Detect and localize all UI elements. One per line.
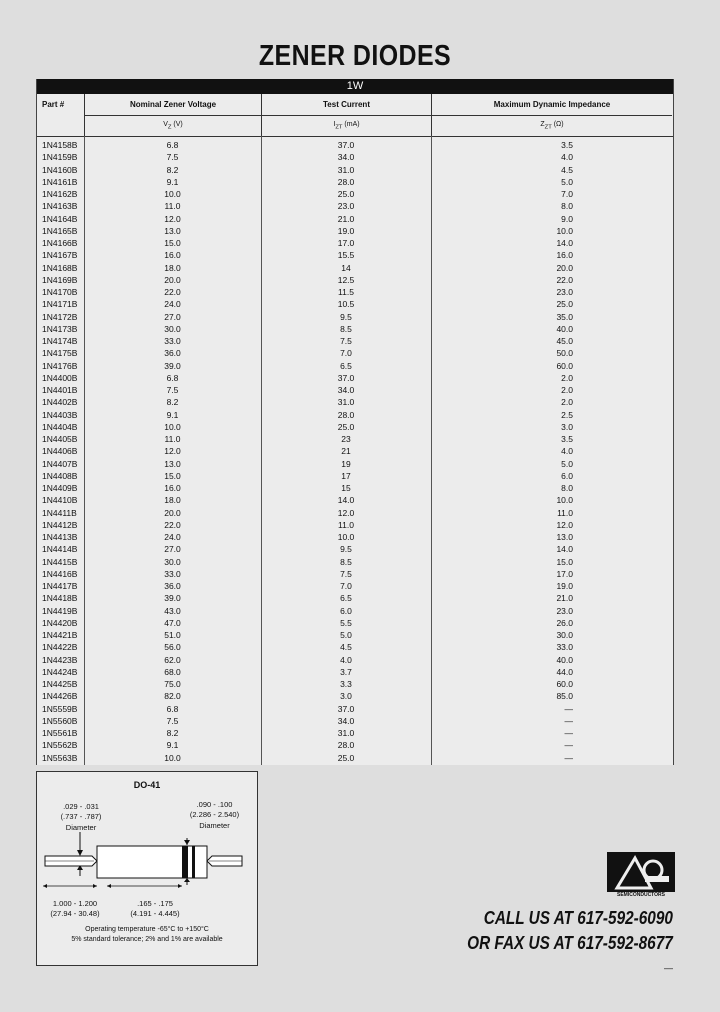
test-current: 3.0 — [340, 691, 352, 702]
part-number: 1N4418B — [42, 593, 78, 604]
call-line: CALL US AT 617-592-6090 — [483, 907, 673, 928]
part-number: 1N4169B — [42, 274, 78, 285]
part-number: 1N4426B — [42, 691, 78, 702]
power-band: 1W — [37, 79, 673, 94]
zener-voltage: 51.0 — [164, 630, 181, 640]
zener-voltage: 12.0 — [164, 446, 181, 457]
dynamic-impedance: 4.0 — [561, 152, 573, 163]
part-number: 1N4166B — [42, 238, 78, 248]
zener-voltage: 10.0 — [164, 421, 181, 432]
table-row — [37, 188, 673, 200]
zener-voltage: 47.0 — [164, 617, 181, 628]
zener-voltage: 24.0 — [164, 532, 181, 542]
test-current: 3.7 — [340, 666, 352, 677]
table-row — [37, 151, 673, 163]
dynamic-impedance: 23.0 — [556, 605, 573, 616]
zener-voltage: 8.2 — [166, 728, 179, 738]
test-current: 7.5 — [340, 336, 352, 346]
dynamic-impedance: — — [564, 715, 573, 726]
table-row — [37, 164, 673, 176]
tolerance-note: 5% standard tolerance; 2% and 1% are available — [71, 936, 223, 943]
test-current: 25.0 — [337, 421, 355, 432]
dynamic-impedance: 16.0 — [556, 250, 573, 261]
dynamic-impedance: 4.5 — [561, 164, 573, 175]
length-mm: (27.94 - 30.48) — [50, 909, 100, 918]
zener-voltage: 18.0 — [164, 262, 181, 273]
dynamic-impedance: 35.0 — [556, 311, 573, 322]
zener-voltage: 62.0 — [164, 654, 181, 665]
package-name: DO-41 — [133, 780, 161, 790]
zener-voltage: 6.8 — [166, 372, 179, 383]
test-current: 37.0 — [337, 703, 355, 714]
dynamic-impedance: 20.0 — [556, 262, 573, 273]
table-row — [37, 335, 673, 347]
table-row — [37, 139, 673, 151]
test-current: 28.0 — [337, 740, 355, 751]
part-number: 1N4173B — [42, 323, 78, 334]
part-number: 1N4167B — [42, 250, 78, 261]
test-current: 31.0 — [337, 728, 355, 738]
part-number: 1N4171B — [42, 299, 78, 310]
length-in: 1.000 - 1.200 — [52, 899, 98, 908]
table-row — [37, 347, 673, 359]
zener-voltage: 16.0 — [164, 483, 181, 493]
dynamic-impedance: 40.0 — [556, 654, 573, 665]
table-row — [37, 396, 673, 408]
zener-voltage: 30.0 — [164, 323, 181, 334]
zener-voltage: 22.0 — [164, 287, 181, 297]
table-row — [37, 225, 673, 237]
test-current: 23 — [341, 434, 351, 444]
test-current: 28.0 — [337, 176, 355, 187]
table-row — [37, 507, 673, 519]
part-number: 1N5561B — [42, 728, 78, 738]
dynamic-impedance: 2.0 — [561, 385, 573, 395]
part-number: 1N5560B — [42, 715, 78, 726]
dynamic-impedance: 3.0 — [561, 421, 573, 432]
test-current: 21.0 — [337, 213, 355, 224]
part-number: 1N4410B — [42, 495, 78, 506]
part-number: 1N4424B — [42, 666, 78, 677]
test-current: 34.0 — [337, 152, 355, 163]
zener-voltage: 9.1 — [166, 740, 179, 751]
test-current: 34.0 — [337, 385, 355, 395]
zener-voltage: 18.0 — [164, 495, 181, 506]
table-row — [37, 176, 673, 188]
zener-voltage: 30.0 — [164, 556, 181, 567]
part-number: 1N4404B — [42, 421, 78, 432]
zener-voltage: 12.0 — [164, 213, 181, 224]
test-current: 3.3 — [340, 679, 352, 689]
part-number: 1N4421B — [42, 630, 78, 640]
zener-voltage: 10.0 — [164, 189, 181, 199]
dynamic-impedance: 50.0 — [556, 348, 573, 359]
table-row — [37, 543, 673, 555]
table-row — [37, 605, 673, 617]
zener-voltage: 56.0 — [164, 642, 181, 653]
zener-voltage: 7.5 — [166, 385, 179, 395]
dynamic-impedance: — — [564, 728, 573, 738]
test-current: 25.0 — [337, 752, 355, 763]
part-number: 1N4161B — [42, 176, 78, 187]
part-number: 1N4417B — [42, 581, 78, 591]
part-number: 1N4165B — [42, 225, 78, 236]
test-current: 8.5 — [340, 323, 352, 334]
table-header — [37, 94, 673, 137]
test-current: 7.0 — [340, 348, 352, 359]
body-diameter-label: Diameter — [199, 821, 230, 830]
test-current: 10.0 — [337, 532, 355, 542]
dynamic-impedance: 5.0 — [561, 458, 573, 469]
test-current: 34.0 — [337, 715, 355, 726]
dynamic-impedance: — — [564, 752, 573, 763]
test-current: 11.5 — [338, 287, 354, 297]
table-row — [37, 739, 673, 751]
table-row — [37, 727, 673, 739]
test-current: 9.5 — [340, 311, 352, 322]
zener-voltage: 33.0 — [164, 568, 181, 579]
table-row — [37, 433, 673, 445]
table-row — [37, 445, 673, 457]
fax-line: OR FAX US AT 617-592-8677 — [467, 932, 673, 953]
dynamic-impedance: 33.0 — [556, 642, 573, 653]
zener-voltage: 7.5 — [166, 715, 179, 726]
table-row — [37, 384, 673, 396]
part-number: 1N5563B — [42, 752, 78, 763]
zener-voltage: 16.0 — [164, 250, 181, 261]
dynamic-impedance: 60.0 — [556, 360, 573, 371]
zener-voltage: 9.1 — [166, 176, 179, 187]
part-number: 1N5562B — [42, 740, 78, 751]
table-row — [37, 580, 673, 592]
dynamic-impedance: 14.0 — [556, 238, 573, 248]
table-row — [37, 249, 673, 261]
zener-voltage: 22.0 — [164, 519, 181, 530]
part-number: 1N4401B — [42, 385, 78, 395]
part-number: 1N4416B — [42, 568, 78, 579]
table-row — [37, 482, 673, 494]
part-number: 1N4409B — [42, 483, 78, 493]
zener-voltage: 36.0 — [164, 581, 181, 591]
table-row — [37, 470, 673, 482]
table-row — [37, 531, 673, 543]
zener-voltage: 43.0 — [164, 605, 181, 616]
table-row — [37, 237, 673, 249]
table-row — [37, 617, 673, 629]
zener-voltage: 9.1 — [166, 409, 179, 420]
header-part-label: Part # — [42, 100, 65, 109]
dynamic-impedance: 45.0 — [556, 336, 573, 346]
zener-voltage: 15.0 — [164, 238, 181, 248]
zener-voltage: 8.2 — [166, 397, 179, 408]
test-current: 7.5 — [340, 568, 352, 579]
dynamic-impedance: 14.0 — [556, 544, 573, 555]
dynamic-impedance: 10.0 — [556, 495, 573, 506]
dynamic-impedance: 8.0 — [561, 483, 573, 493]
test-current: 37.0 — [337, 372, 355, 383]
part-number: 1N4163B — [42, 201, 78, 212]
part-number: 1N4174B — [42, 336, 78, 346]
table-row — [37, 690, 673, 702]
zener-voltage: 6.8 — [166, 140, 179, 150]
dynamic-impedance: 25.0 — [556, 299, 573, 310]
page-title: ZENER DIODES — [258, 40, 452, 72]
table-row — [37, 629, 673, 641]
part-number: 1N4407B — [42, 458, 78, 469]
table-row — [37, 666, 673, 678]
dynamic-impedance: — — [564, 703, 573, 714]
test-current: 4.5 — [340, 642, 352, 653]
body-length-in: .165 - .175 — [137, 899, 173, 908]
zener-voltage: 11.0 — [164, 434, 181, 444]
zener-voltage: 20.0 — [164, 274, 181, 285]
part-number: 1N4160B — [42, 164, 78, 175]
dynamic-impedance: 17.0 — [556, 568, 573, 579]
dynamic-impedance: 60.0 — [556, 679, 573, 689]
part-number: 1N4164B — [42, 213, 78, 224]
zener-voltage: 13.0 — [164, 225, 181, 236]
test-current: 12.0 — [337, 507, 355, 518]
dynamic-impedance: — — [564, 740, 573, 751]
zener-voltage: 39.0 — [164, 360, 181, 371]
zener-voltage: 11.0 — [164, 201, 181, 212]
dynamic-impedance: 11.0 — [557, 507, 573, 518]
table-row — [37, 323, 673, 335]
test-current: 8.5 — [340, 556, 352, 567]
dynamic-impedance: 22.0 — [556, 274, 573, 285]
zener-voltage: 7.5 — [166, 152, 179, 163]
part-number: 1N4402B — [42, 397, 78, 408]
test-current: 17.0 — [337, 238, 355, 248]
table-row — [37, 519, 673, 531]
table-row — [37, 752, 673, 764]
table-row — [37, 311, 673, 323]
part-number: 1N4159B — [42, 152, 78, 163]
dynamic-impedance: 5.0 — [561, 176, 573, 187]
table-row — [37, 200, 673, 212]
table-row — [37, 568, 673, 580]
dynamic-impedance: 26.0 — [556, 617, 573, 628]
test-current: 19 — [341, 458, 351, 469]
test-current: 6.0 — [340, 605, 352, 616]
table-row — [37, 421, 673, 433]
test-current: 10.5 — [337, 299, 355, 310]
part-number: 1N4415B — [42, 556, 78, 567]
header-part — [37, 94, 85, 136]
test-current: 4.0 — [340, 654, 352, 665]
dynamic-impedance: 23.0 — [556, 287, 573, 297]
test-current: 5.5 — [340, 617, 352, 628]
zener-voltage: 39.0 — [164, 593, 181, 604]
company-logo — [607, 852, 675, 900]
lead-diameter-in: .029 - .031 — [63, 802, 99, 811]
header-zz-symbol: $Z_{ZT}$ (Ω) — [540, 121, 564, 131]
dynamic-impedance: 12.0 — [556, 519, 573, 530]
test-current: 11.0 — [338, 519, 354, 530]
test-current: 15.5 — [337, 250, 355, 261]
header-vz — [85, 94, 262, 136]
zener-voltage: 36.0 — [164, 348, 181, 359]
dynamic-impedance: 2.0 — [561, 397, 573, 408]
dynamic-impedance: 2.0 — [561, 372, 573, 383]
dynamic-impedance: 44.0 — [556, 666, 573, 677]
part-number: 1N4162B — [42, 189, 78, 199]
zener-voltage: 20.0 — [164, 507, 181, 518]
lead-diameter-label: Diameter — [65, 823, 97, 832]
part-number: 1N4414B — [42, 544, 78, 555]
test-current: 5.0 — [340, 630, 352, 640]
part-number: 1N4403B — [42, 409, 78, 420]
part-number: 1N4405B — [42, 434, 78, 444]
zener-table — [36, 79, 674, 765]
dynamic-impedance: 3.5 — [561, 140, 573, 150]
table-row — [37, 298, 673, 310]
header-it-label: Test Current — [323, 100, 370, 109]
part-number: 1N4170B — [42, 287, 78, 297]
test-current: 17 — [341, 470, 351, 481]
test-current: 14.0 — [337, 495, 355, 506]
test-current: 12.5 — [337, 274, 355, 285]
lead-diameter-mm: (.737 - .787) — [60, 812, 102, 821]
part-number: 1N4423B — [42, 654, 78, 665]
dynamic-impedance: 15.0 — [556, 556, 573, 567]
part-number: 1N4422B — [42, 642, 78, 653]
zener-voltage: 75.0 — [164, 679, 181, 689]
part-number: 1N4406B — [42, 446, 78, 457]
part-number: 1N4420B — [42, 617, 78, 628]
dynamic-impedance: 13.0 — [556, 532, 573, 542]
operating-notes — [37, 925, 257, 945]
test-current: 6.5 — [340, 593, 352, 604]
test-current: 19.0 — [337, 225, 355, 236]
test-current: 6.5 — [340, 360, 352, 371]
table-row — [37, 360, 673, 372]
zener-voltage: 33.0 — [164, 336, 181, 346]
dynamic-impedance: 8.0 — [561, 201, 573, 212]
header-zz-label: Maximum Dynamic Impedance — [493, 100, 611, 109]
zener-voltage: 82.0 — [164, 691, 181, 702]
zener-voltage: 24.0 — [164, 299, 181, 310]
table-row — [37, 286, 673, 298]
header-it — [262, 94, 432, 136]
part-number: 1N4158B — [42, 140, 78, 150]
test-current: 25.0 — [337, 189, 355, 199]
test-current: 28.0 — [337, 409, 355, 420]
zener-voltage: 68.0 — [164, 666, 181, 677]
header-it-symbol: $I_{ZT}$ (mA) — [333, 121, 360, 131]
table-row — [37, 715, 673, 727]
table-row — [37, 556, 673, 568]
table-row — [37, 654, 673, 666]
part-number: 1N4408B — [42, 470, 78, 481]
table-row — [37, 372, 673, 384]
zener-voltage: 15.0 — [164, 470, 181, 481]
dynamic-impedance: 2.5 — [561, 409, 573, 420]
dynamic-impedance: 30.0 — [556, 630, 573, 640]
table-row — [37, 678, 673, 690]
part-number: 1N4413B — [42, 532, 78, 542]
body-diameter-in: .090 - .100 — [196, 800, 233, 809]
header-vz-label: Nominal Zener Voltage — [129, 100, 217, 109]
zener-voltage: 6.8 — [166, 703, 179, 714]
dynamic-impedance: 6.0 — [561, 470, 573, 481]
dynamic-impedance: 19.0 — [556, 581, 573, 591]
header-vz-symbol: $V_Z$ (V) — [163, 121, 183, 131]
table-row — [37, 703, 673, 715]
part-number: 1N4411B — [42, 507, 77, 518]
part-number: 1N5559B — [42, 703, 78, 714]
part-number: 1N4412B — [42, 519, 78, 530]
test-current: 7.0 — [340, 581, 352, 591]
zener-voltage: 13.0 — [164, 458, 181, 469]
test-current: 31.0 — [337, 164, 355, 175]
table-row — [37, 494, 673, 506]
test-current: 14 — [341, 262, 351, 273]
part-number: 1N4419B — [42, 605, 78, 616]
part-number: 1N4400B — [42, 372, 78, 383]
table-body — [37, 139, 673, 764]
part-number: 1N4175B — [42, 348, 78, 359]
table-row — [37, 592, 673, 604]
test-current: 31.0 — [337, 397, 355, 408]
header-zz — [432, 94, 672, 136]
dynamic-impedance: 3.5 — [561, 434, 573, 444]
part-number: 1N4425B — [42, 679, 78, 689]
test-current: 23.0 — [337, 201, 355, 212]
zener-voltage: 8.2 — [166, 164, 179, 175]
part-number: 1N4172B — [42, 311, 78, 322]
body-length-mm: (4.191 - 4.445) — [130, 909, 180, 918]
part-number: 1N4168B — [42, 262, 78, 273]
dynamic-impedance: 9.0 — [561, 213, 573, 224]
table-row — [37, 458, 673, 470]
zener-voltage: 10.0 — [164, 752, 181, 763]
operating-temperature: Operating temperature -65°C to +150°C — [85, 926, 209, 933]
corner-mark: — — [664, 963, 673, 973]
dynamic-impedance: 10.0 — [556, 225, 573, 236]
test-current: 21 — [341, 446, 351, 457]
dynamic-impedance: 21.0 — [556, 593, 573, 604]
table-row — [37, 213, 673, 225]
package-diagram — [36, 771, 258, 966]
zener-voltage: 27.0 — [164, 544, 181, 555]
zener-voltage: 27.0 — [164, 311, 181, 322]
body-diameter-mm: (2.286 - 2.540) — [189, 810, 240, 819]
table-row — [37, 641, 673, 653]
logo-text: SEMICONDUCTORS — [617, 892, 665, 898]
table-row — [37, 274, 673, 286]
table-row — [37, 262, 673, 274]
test-current: 9.5 — [340, 544, 352, 555]
table-row — [37, 409, 673, 421]
dynamic-impedance: 7.0 — [561, 189, 573, 199]
dynamic-impedance: 85.0 — [556, 691, 573, 702]
dynamic-impedance: 4.0 — [561, 446, 573, 457]
test-current: 15 — [341, 483, 351, 493]
part-number: 1N4176B — [42, 360, 78, 371]
test-current: 37.0 — [337, 140, 355, 150]
dynamic-impedance: 40.0 — [556, 323, 573, 334]
